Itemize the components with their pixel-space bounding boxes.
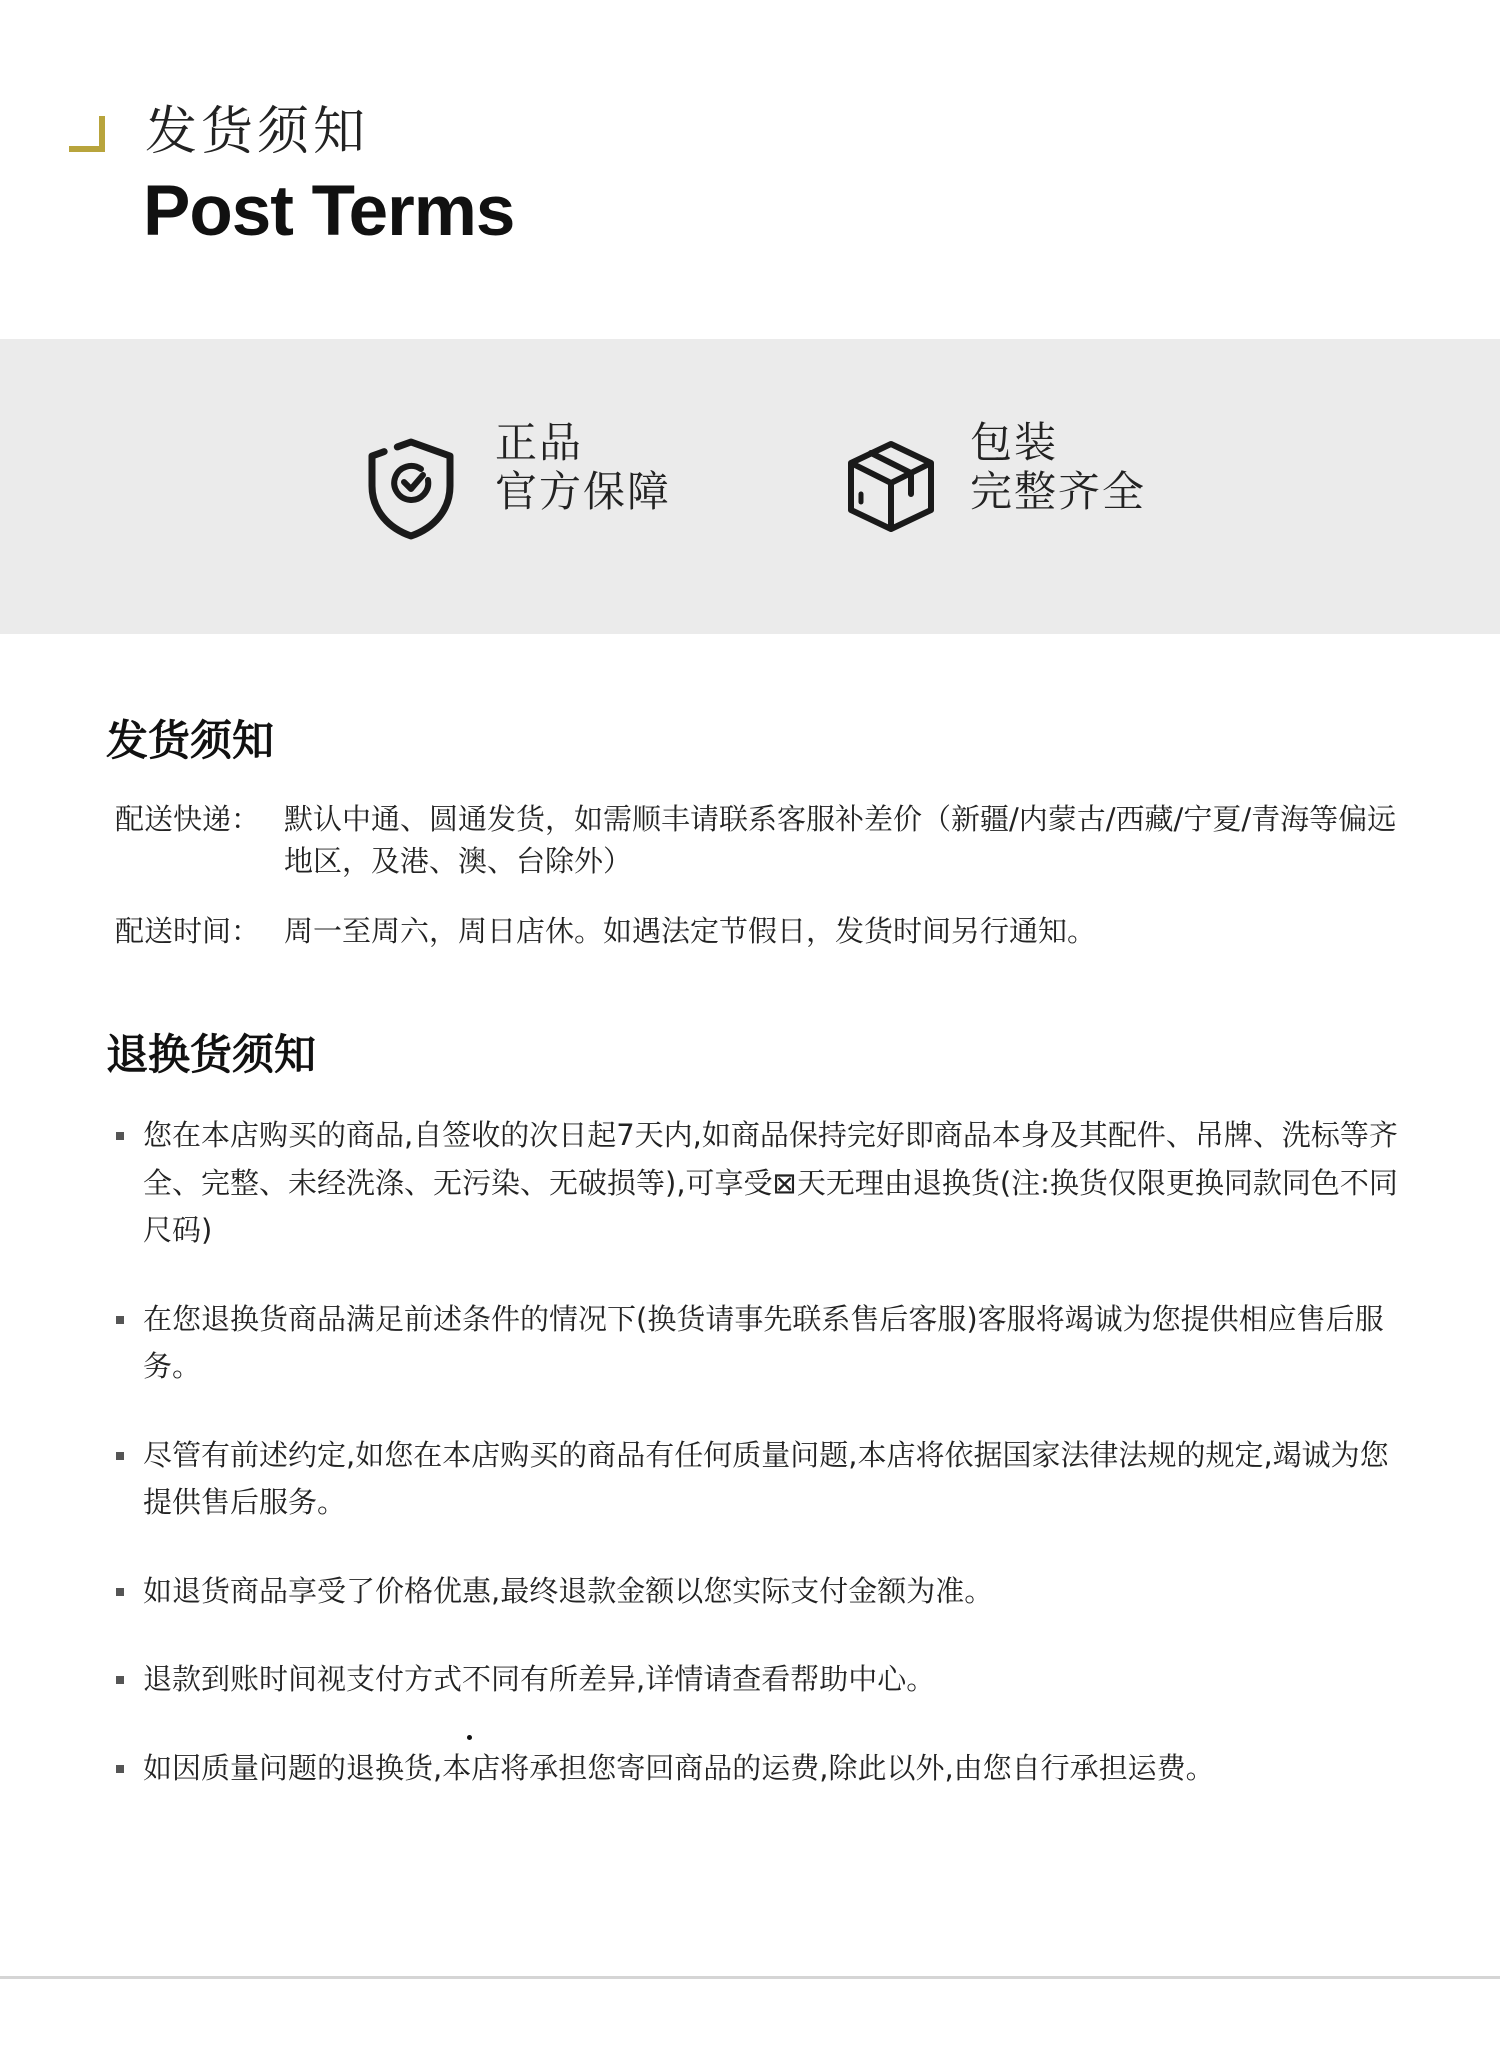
bottom-divider	[0, 1976, 1500, 1979]
shield-check-icon	[366, 436, 456, 541]
shipping-courier-row	[115, 798, 1406, 882]
square-bullet-icon	[116, 1452, 124, 1460]
shipping-courier-label: 配送快递：	[115, 802, 261, 836]
returns-heading: 退换货须知	[106, 1030, 317, 1079]
list-item-text: 尽管有前述约定,如您在本店购买的商品有任何质量问题,本店将依据国家法律法规的规定,竭诚为您提供售后服务。	[143, 1437, 1389, 1519]
corner-bracket-decoration	[69, 116, 105, 152]
list-item-text: 退款到账时间视支付方式不同有所差异,详情请查看帮助中心。	[143, 1662, 936, 1696]
list-item	[116, 1296, 1406, 1391]
list-item	[116, 1568, 1406, 1616]
shipping-heading: 发货须知	[106, 716, 275, 765]
list-item-text: 在您退换货商品满足前述条件的情况下(换货请事先联系售后客服)客服将竭诚为您提供相应售后服务。	[143, 1301, 1384, 1383]
feature-authentic-line1: 正品	[495, 418, 584, 467]
square-bullet-icon	[116, 1765, 124, 1773]
list-item-text: 如退货商品享受了价格优惠,最终退款金额以您实际支付金额为准。	[143, 1573, 994, 1608]
stray-dot	[467, 1735, 472, 1740]
features-band	[0, 339, 1500, 634]
feature-packaging-line1: 包装	[970, 418, 1059, 467]
list-item-text: 您在本店购买的商品,自签收的次日起7天内,如商品保持完好即商品本身及其配件、吊牌、洗标等齐全、完整、未经洗涤、无污染、无破损等),可享受⊠天无理由退换货(注:换货仅限更换同款同色不同尺码)	[143, 1118, 1398, 1247]
square-bullet-icon	[116, 1676, 124, 1684]
feature-authentic-line2: 官方保障	[495, 467, 672, 516]
feature-authentic	[495, 418, 671, 516]
square-bullet-icon	[116, 1316, 124, 1324]
page-title-en: Post Terms	[143, 172, 515, 251]
list-item	[116, 1432, 1406, 1527]
list-item	[116, 1745, 1406, 1793]
shipping-time-value: 周一至周六，周日店休。如遇法定节假日，发货时间另行通知。	[284, 914, 1097, 948]
package-box-icon	[845, 438, 937, 535]
list-item	[116, 1112, 1406, 1255]
square-bullet-icon	[116, 1132, 124, 1140]
list-item	[116, 1656, 1406, 1704]
square-bullet-icon	[116, 1588, 124, 1596]
feature-packaging-line2: 完整齐全	[970, 467, 1147, 516]
page-title-cn: 发货须知	[145, 102, 370, 162]
feature-packaging	[970, 418, 1146, 516]
shipping-time-label: 配送时间：	[115, 914, 261, 948]
shipping-time-row	[115, 910, 1406, 952]
returns-list	[116, 1112, 1406, 1833]
list-item-text: 如因质量问题的退换货,本店将承担您寄回商品的运费,除此以外,由您自行承担运费。	[143, 1750, 1215, 1785]
shipping-courier-value: 默认中通、圆通发货，如需顺丰请联系客服补差价（新疆/内蒙古/西藏/宁夏/青海等偏远地区，及港、澳、台除外）	[284, 802, 1397, 878]
